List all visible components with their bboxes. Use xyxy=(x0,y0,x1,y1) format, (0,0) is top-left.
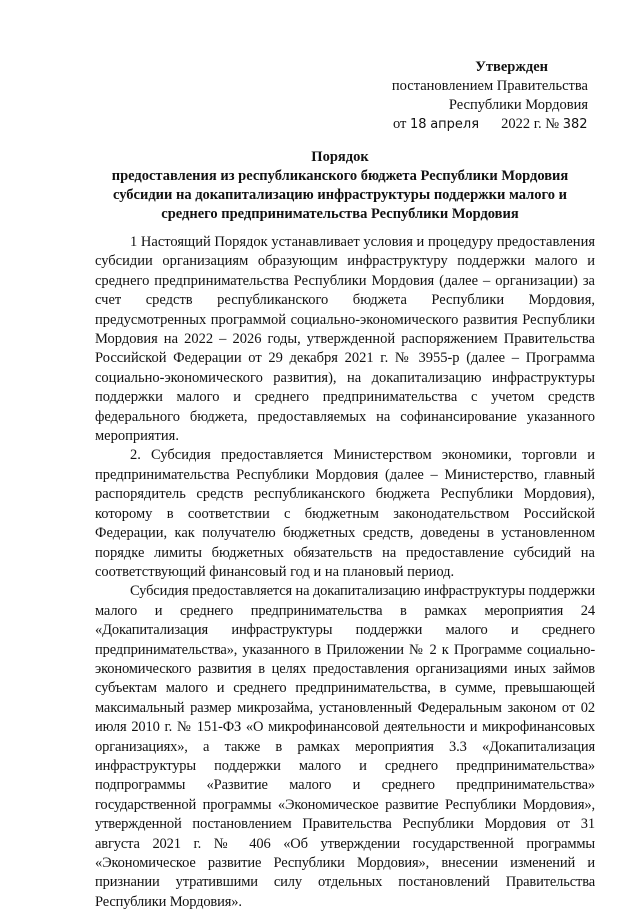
approval-line-1: постановлением Правительства xyxy=(391,78,588,94)
approval-block xyxy=(380,58,600,134)
date-year: 2022 г. № xyxy=(501,116,560,132)
approval-heading: Утвержден xyxy=(475,59,548,75)
title-line-4: среднего предпринимательства Республики Мордовия xyxy=(161,206,519,222)
paragraph-2: 2. Субсидия предоставляется Министерством экономики, торговли и предпринимательства Республики Мордовия (далее – Министерство, главный распорядитель средств республиканского бюджета Республики Мордовия), которому в соответствии с бюджетным законодательством Российской Федерации, как получателю бюджетных средств, доведены в установленном порядке лимиты бюджетных обязательств на предоставление субсидий на соответствующий финансовый год и на плановый период. xyxy=(95,447,595,580)
date-day: 18 xyxy=(410,117,427,132)
approval-date-line xyxy=(380,115,600,134)
date-prefix: от xyxy=(393,116,407,132)
document-title xyxy=(80,148,600,224)
title-line-2: предоставления из республиканского бюджета Республики Мордовия xyxy=(111,168,569,184)
decree-number: 382 xyxy=(562,117,588,132)
paragraph-1: 1 Настоящий Порядок устанавливает условия и процедуру предоставления субсидии организациям образующим инфраструктуру поддержки малого и среднего предпринимательства Республики Мордовия (далее – организации) за счет средств республиканского бюджета Республики Мордовия, предусмотренных программой социально-экономического развития Республики Мордовия на 2022 – 2026 годы, утвержденной распоряжением Правительства Российской Федерации от 29 декабря 2021 г. № 3955-р (далее – Программа социально-экономического развития), на докапитализацию инфраструктуры поддержки малого и среднего предпринимательства с учетом средств федерального бюджета, предоставляемых на софинансирование указанного мероприятия. xyxy=(95,234,595,445)
paragraph-3: Субсидия предоставляется на докапитализацию инфраструктуры поддержки малого и среднего предпринимательства в рамках мероприятия 24 «Докапитализация инфраструктуры поддержки малого и среднего предпринимательства», указанного в Приложении № 2 к Программе социально-экономического развития в целях предоставления организациями иных займов субъектам малого и среднего предпринимательства, в сумме, превышающей максимальный размер микрозайма, установленный Федеральным законом от 02 июля 2010 г. № 151-ФЗ «О микрофинансовой деятельности и микрофинансовых организациях», а также в рамках мероприятия 3.3 «Докапитализация инфраструктуры поддержки малого и среднего предпринимательства» подпрограммы «Развитие малого и среднего предпринимательства» государственной программы «Экономическое развитие Республики Мордовия», утвержденной постановлением Правительства Республики Мордовия от 31 августа 2021 г. № 406 «Об утверждении государственной программы «Экономическое развитие Республики Мордовия», внесении изменений и признании утратившими силу отдельных постановлений Правительства Республики Мордовия». xyxy=(95,583,595,910)
document-body xyxy=(95,233,595,912)
date-month: апреля xyxy=(430,117,480,132)
title-line-3: субсидии на докапитализацию инфраструктуры поддержки малого и xyxy=(112,187,568,203)
title-line-1: Порядок xyxy=(311,149,369,165)
approval-line-2: Республики Мордовия xyxy=(448,97,588,113)
